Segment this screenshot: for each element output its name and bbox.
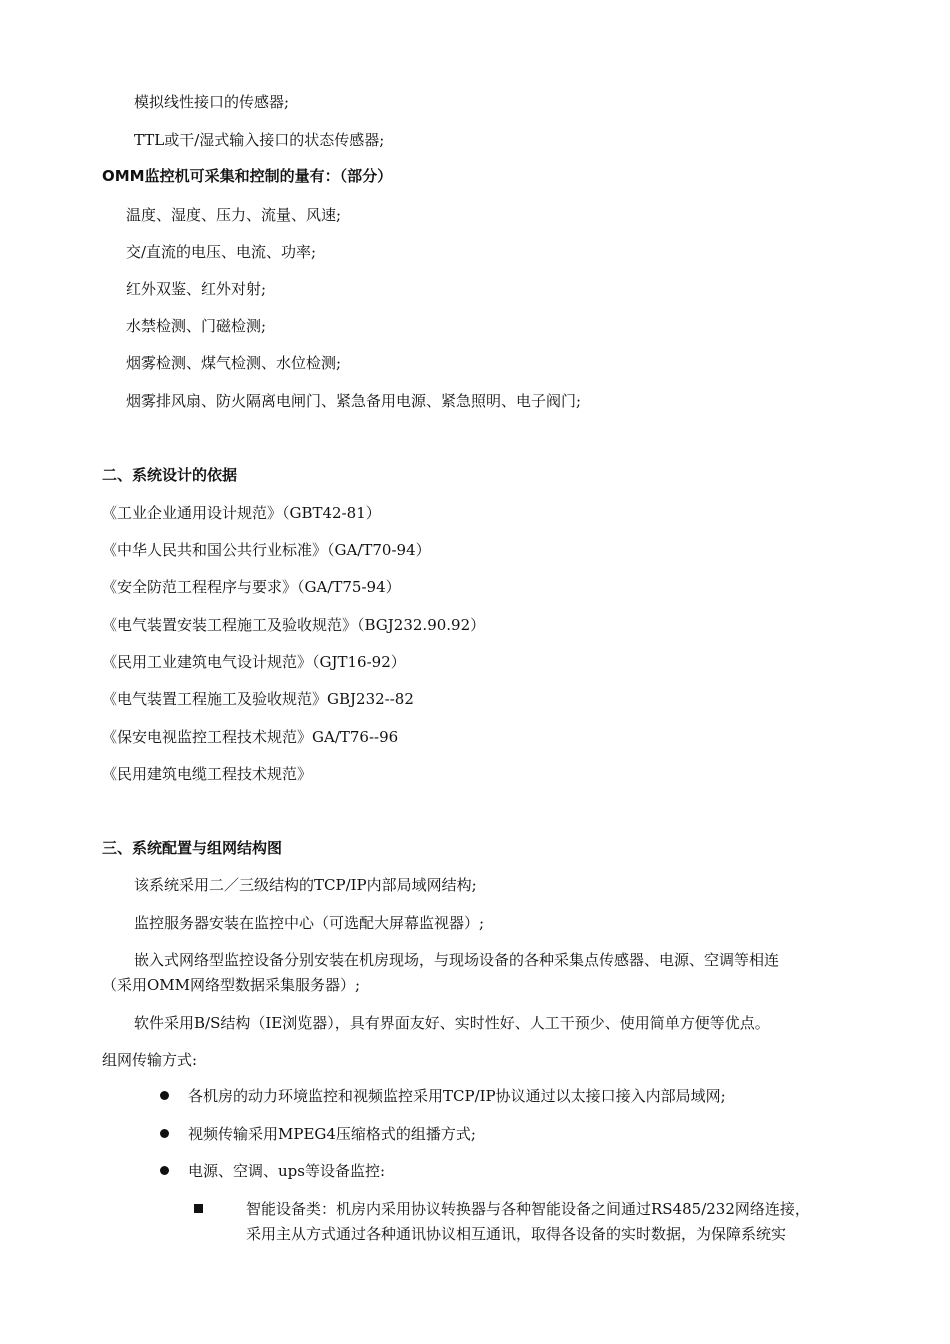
standard-item: 《安全防范工程程序与要求》（GA/T75-94） — [102, 578, 401, 596]
intro-line: TTL或干/湿式输入接口的状态传感器; — [134, 131, 385, 149]
paragraph: 嵌入式网络型监控设备分别安装在机房现场，与现场设备的各种采集点传感器、电源、空调等相连 — [134, 951, 780, 969]
sub-item: 采用主从方式通过各种通讯协议相互通讯，取得各设备的实时数据，为保障系统实 — [246, 1225, 787, 1243]
paragraph: 监控服务器安装在监控中心（可选配大屏幕监视器）; — [134, 914, 485, 932]
paragraph: 软件采用B/S结构（IE浏览器），具有界面友好、实时性好、人工干预少、使用简单方便等优点。 — [134, 1014, 770, 1032]
omm-item: 烟雾检测、煤气检测、水位检测; — [126, 354, 342, 372]
bullet-item: 各机房的动力环境监控和视频监控采用TCP/IP协议通过以太接口接入内部局域网; — [188, 1087, 726, 1105]
standard-item: 《电气装置工程施工及验收规范》GBJ232--82 — [102, 690, 414, 708]
bullet-item: 电源、空调、ups等设备监控: — [188, 1162, 386, 1180]
bullet-square-icon — [194, 1204, 203, 1213]
section-heading: 二、系统设计的依据 — [102, 466, 238, 484]
bullet-dot-icon — [160, 1166, 169, 1175]
standard-item: 《保安电视监控工程技术规范》GA/T76--96 — [102, 728, 399, 746]
standard-item: 《中华人民共和国公共行业标准》（GA/T70-94） — [102, 541, 431, 559]
bullet-dot-icon — [160, 1091, 169, 1100]
standard-item: 《民用建筑电缆工程技术规范》 — [102, 765, 313, 783]
omm-heading: OMM监控机可采集和控制的量有：（部分） — [102, 167, 393, 185]
omm-item: 交/直流的电压、电流、功率; — [126, 243, 317, 261]
bullet-item: 视频传输采用MPEG4压缩格式的组播方式; — [188, 1125, 476, 1143]
paragraph: （采用OMM网络型数据采集服务器）; — [102, 976, 361, 994]
omm-item: 烟雾排风扇、防火隔离电闸门、紧急备用电源、紧急照明、电子阀门; — [126, 392, 582, 410]
standard-item: 《电气装置安装工程施工及验收规范》（BGJ232.90.92） — [102, 616, 486, 634]
paragraph: 该系统采用二／三级结构的TCP/IP内部局域网结构; — [134, 876, 477, 894]
standard-item: 《民用工业建筑电气设计规范》（GJT16-92） — [102, 653, 406, 671]
section-heading: 三、系统配置与组网结构图 — [102, 839, 283, 857]
sub-item: 智能设备类：机房内采用协议转换器与各种智能设备之间通过RS485/232网络连接， — [246, 1200, 810, 1218]
omm-item: 温度、湿度、压力、流量、风速; — [126, 206, 342, 224]
omm-item: 水禁检测、门磁检测; — [126, 317, 267, 335]
bullet-dot-icon — [160, 1129, 169, 1138]
omm-item: 红外双鉴、红外对射; — [126, 280, 267, 298]
standard-item: 《工业企业通用设计规范》（GBT42-81） — [102, 504, 381, 522]
intro-line: 模拟线性接口的传感器; — [134, 93, 290, 111]
network-label: 组网传输方式: — [102, 1051, 198, 1069]
